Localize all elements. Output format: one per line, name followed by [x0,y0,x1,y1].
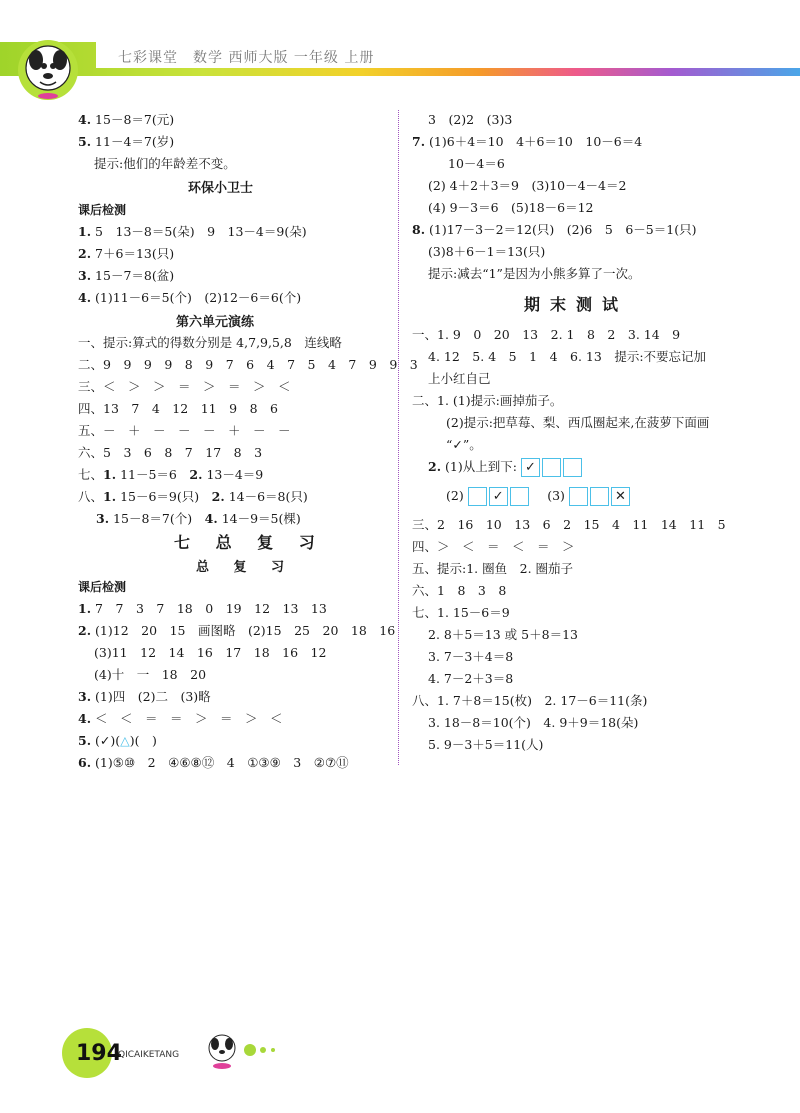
answer-line: 四、13 7 4 12 11 9 8 6 [78,401,278,416]
answer-line: (4)十 一 18 20 [94,667,207,682]
answer-line: 三、＜ ＞ ＞ ＝ ＞ ＝ ＞ ＜ [78,379,291,394]
answer-line: 一、1. 9 0 20 13 2. 1 8 2 3. 14 9 [412,327,681,342]
answer-line: 3. 18－8＝10(个) 4. 9＋9＝18(朵) [428,715,639,730]
answer-line: 六、5 3 6 8 7 17 8 3 [78,445,263,460]
section-heading: 第六单元演练 [176,315,255,330]
answer-line: 3. 15－7＝8(盆) [78,268,175,283]
hint-line: 提示:他们的年龄差不变。 [94,156,236,171]
answer-line: 6. (1)⑤⑩ 2 ④⑥⑧⑫ 4 ①③⑨ 3 ②⑦⑪ [78,755,349,770]
answer-line: (2) 4＋2＋3＝9 (3)10－4－4＝2 [428,178,627,193]
answer-box [510,487,529,506]
answer-line: 4. 12 5. 4 5 1 4 6. 13 提示:不要忘记加 [428,349,707,364]
chapter-subheading: 总 复 习 [196,560,295,575]
answer-line: 五、提示:1. 圈鱼 2. 圈茄子 [412,561,574,576]
answer-line: 3 (2)2 (3)3 [428,112,513,127]
answer-line: “✓”。 [446,437,482,452]
answer-line: (4) 9－3＝6 (5)18－6＝12 [428,200,594,215]
answer-line: 八、1. 15－6＝9(只) 2. 14－6＝8(只) [78,489,308,504]
answer-line: 10－4＝6 [448,156,505,171]
answer-line: (3)11 12 14 16 17 18 16 12 [94,645,327,660]
answer-line: 2. (1)从上到下: ✓ [428,457,584,477]
answer-line: 7. (1)6＋4＝10 4＋6＝10 10－6＝4 [412,134,643,149]
answer-line: 2. (1)12 20 15 画图略 (2)15 25 20 18 16 [78,623,396,638]
answer-line: 六、1 8 3 8 [412,583,507,598]
answer-line: 8. (1)17－3－2＝12(只) (2)6 5 6－5＝1(只) [412,222,697,237]
answer-line: 1. 7 7 3 7 18 0 19 12 13 13 [78,601,327,616]
page-number: 194 [76,1041,122,1066]
answer-line: 五、－ ＋ － － － ＋ － － [78,423,291,438]
answer-line: 5. (✓)(△)( ) [78,733,157,748]
answer-line: 二、1. (1)提示:画掉茄子。 [412,393,563,408]
answer-line: 四、＞ ＜ ＝ ＜ ＝ ＞ [412,539,575,554]
subsection-label: 课后检测 [78,203,127,217]
answer-line: 4. 15－8＝7(元) [78,112,175,127]
answer-line: 三、2 16 10 13 6 2 15 4 11 14 11 5 [412,517,726,532]
answer-line: (2)提示:把草莓、梨、西瓜圈起来,在菠萝下面画 [446,415,710,430]
answer-box [563,458,582,477]
hint-line: 提示:减去“1”是因为小熊多算了一次。 [428,266,641,281]
answer-box [542,458,561,477]
column-divider [398,110,399,765]
subsection-label: 课后检测 [78,580,127,594]
answer-line: 一、提示:算式的得数分别是 4,7,9,5,8 连线略 [78,335,342,350]
answer-line: 二、9 9 9 9 8 9 7 6 4 7 5 4 7 9 9 3 [78,357,418,372]
answer-line: 七、1. 15－6＝9 [412,605,510,620]
answer-line: 4. (1)11－6＝5(个) (2)12－6＝6(个) [78,290,302,305]
answer-line: 5. 11－4＝7(岁) [78,134,175,149]
answer-box: ✓ [489,487,508,506]
chapter-heading: 期末测试 [524,295,629,314]
answer-line: (3)8＋6－1＝13(只) [428,244,546,259]
answer-line: 4. 7－2＋3＝8 [428,671,514,686]
answer-box: ✕ [611,487,630,506]
answer-box [468,487,487,506]
answer-line: (2) ✓ (3) ✕ [446,486,632,506]
answer-line: 上小红自己 [428,371,491,386]
cartoon-dog-logo [4,30,94,100]
answer-line: 5. 9－3＋5＝11(人) [428,737,544,752]
answer-line: 八、1. 7＋8＝15(枚) 2. 17－6＝11(条) [412,693,648,708]
header-title: 七彩课堂 数学 西师大版 一年级 上册 [118,50,375,66]
answer-line: 3. 15－8＝7(个) 4. 14－9＝5(棵) [96,511,301,526]
answer-line: 1. 5 13－8＝5(朵) 9 13－4＝9(朵) [78,224,307,239]
triangle-icon: △ [120,733,130,748]
cartoon-dog-footer-icon [200,1030,244,1070]
answer-line: 2. 8＋5＝13 或 5＋8＝13 [428,627,578,642]
section-heading: 环保小卫士 [188,181,254,196]
footer-brand: QICAIKETANG [118,1050,180,1060]
answer-box: ✓ [521,458,540,477]
answer-line: 4. ＜ ＜ ＝ ＝ ＞ ＝ ＞ ＜ [78,711,283,726]
answer-line: 3. 7－3＋4＝8 [428,649,514,664]
answer-box [569,487,588,506]
answer-line: 2. 7＋6＝13(只) [78,246,175,261]
chapter-heading: 七 总 复 习 [174,533,325,552]
answer-line: 七、1. 11－5＝6 2. 13－4＝9 [78,467,264,482]
answer-box [590,487,609,506]
answer-line: 3. (1)四 (2)二 (3)略 [78,689,211,704]
